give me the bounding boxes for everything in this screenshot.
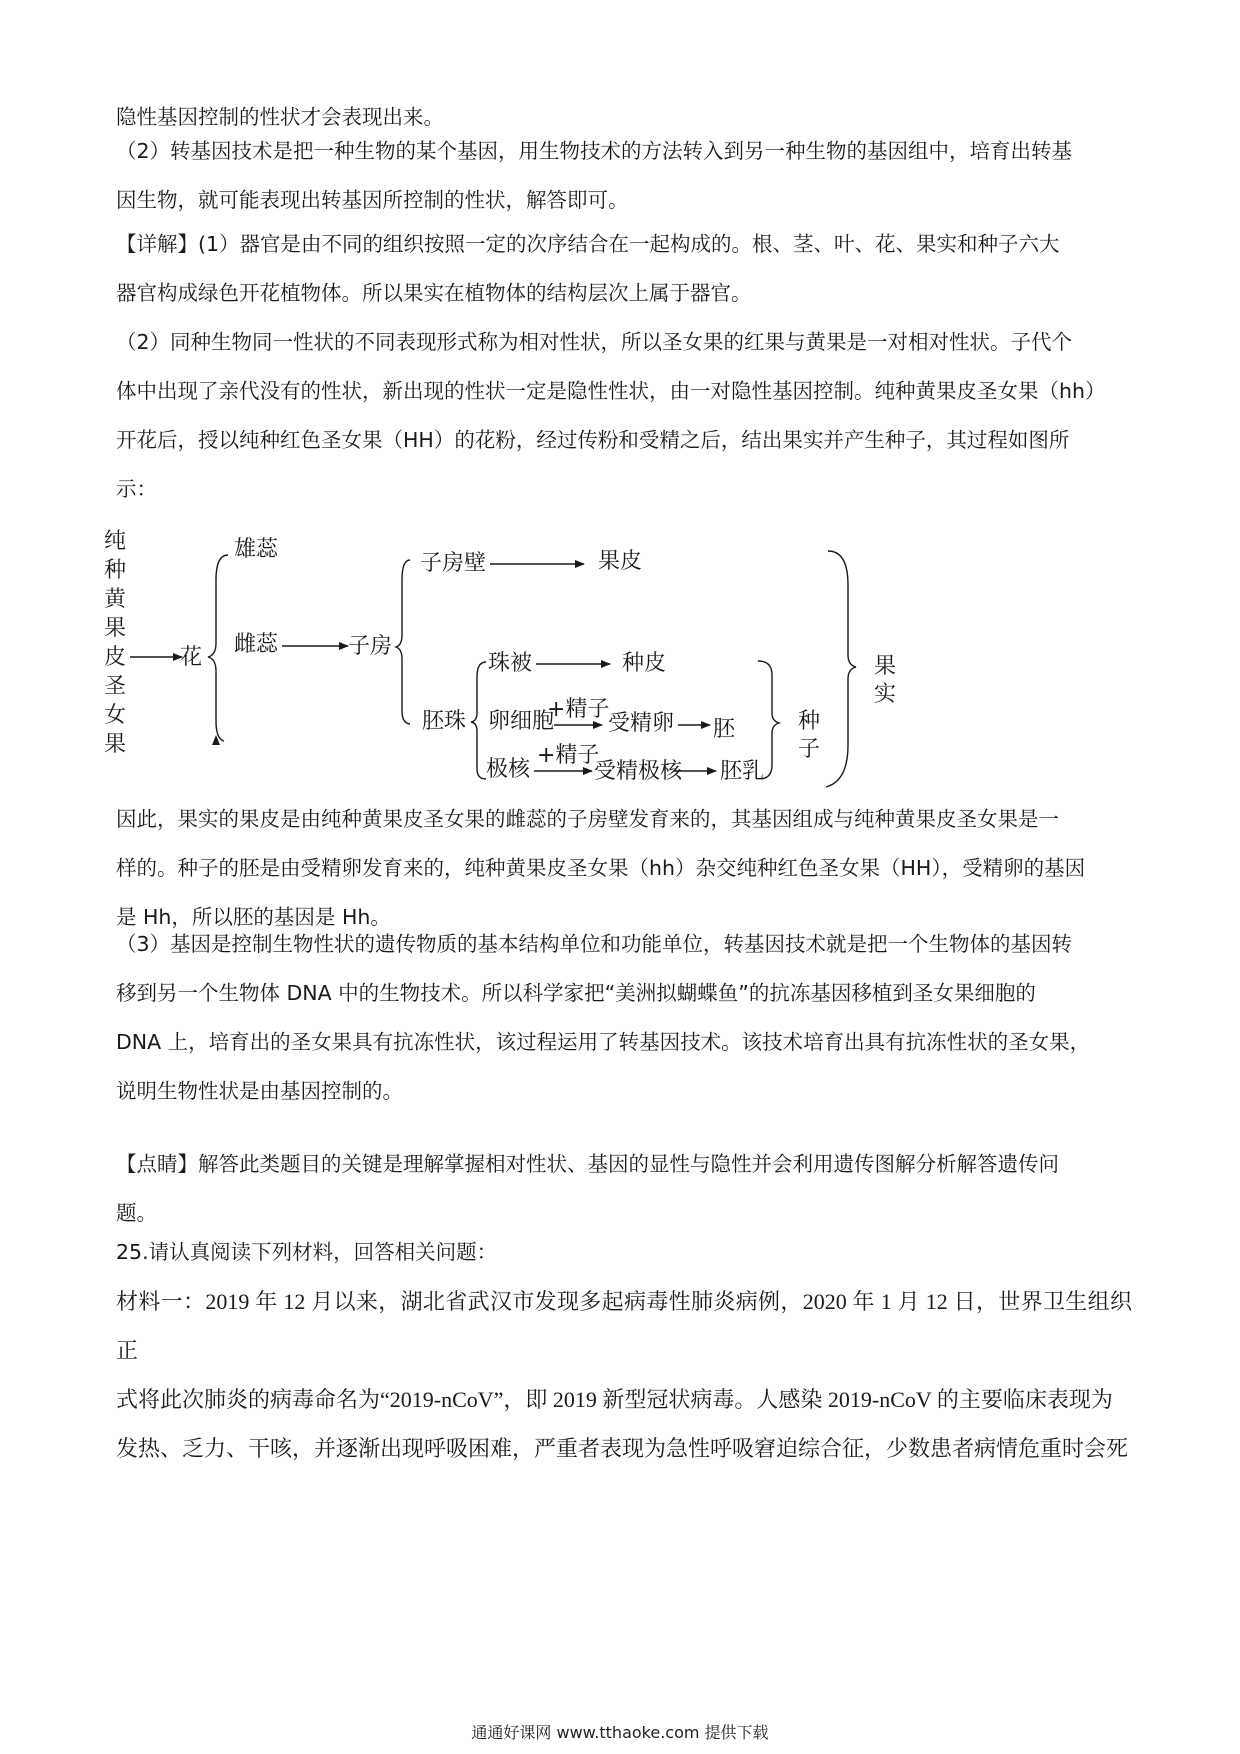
para-material-one: 材料一：2019 年 12 月以来，湖北省武汉市发现多起病毒性肺炎病例，2020 年 1 月 12 日，世界卫生组织正 式将此次肺炎的病毒命名为“2019-nCoV”，即 2019 新型冠状病毒。人感染 2019-nCoV 的主要临床表现为 发热、乏力、干咳，并逐渐出现呼吸困难，严重者表现为急性呼吸窘迫综合征，少数患者病情危重时会死: [116, 1289, 1132, 1461]
ovule-label: 胚珠: [422, 709, 467, 734]
embryo-label: 胚: [713, 717, 736, 742]
fruit-char: 实: [874, 682, 897, 707]
stamen-label: 雄蕊: [234, 537, 279, 562]
fertilized-egg-label: 受精卵: [608, 711, 675, 736]
ovary-bracket: [396, 560, 410, 724]
egg-cell-label: 卵细胞: [488, 709, 555, 734]
source-char: 种: [104, 558, 127, 583]
para-relative-traits: （2）同种生物同一性状的不同表现形式称为相对性状，所以圣女果的红果与黄果是一对相对性状。子代个 体中出现了亲代没有的性状，新出现的性状一定是隐性性状，由一对隐性基因控制。纯种黄果皮圣女果（hh） 开花后，授以纯种红色圣女果（HH）的花粉，经过传粉和受精之后，结出果实并产生种子，其过程如图所 示：: [116, 330, 1106, 501]
para-intro: 隐性基因控制的性状才会表现出来。: [116, 105, 444, 129]
plus-sperm-label: +精子: [537, 743, 600, 768]
source-char: 女: [104, 703, 127, 728]
source-char: 果: [104, 732, 127, 757]
para-detail: 【详解】(1）器官是由不同的组织按照一定的次序结合在一起构成的。根、茎、叶、花、果实和种子六大 器官构成绿色开花植物体。所以果实在植物体的结构层次上属于器官。: [116, 232, 1060, 305]
endosperm-label: 胚乳: [720, 759, 765, 784]
polar-nuclei-label: 极核: [486, 757, 531, 782]
source-char: 果: [104, 616, 127, 641]
plus-sperm-label: +精子: [547, 697, 610, 722]
ovule-bracket: [471, 662, 486, 779]
question-25: 25.请认真阅读下列材料，回答相关问题：: [116, 1240, 498, 1264]
para-therefore: 因此，果实的果皮是由纯种黄果皮圣女果的雌蕊的子房壁发育来的，其基因组成与纯种黄果皮圣女果是一 样的。种子的胚是由受精卵发育来的，纯种黄果皮圣女果（hh）杂交纯种红色圣女果（HH），受精卵的基因 是 Hh，所以胚的基因是 Hh。: [116, 807, 1086, 929]
seed-char: 子: [798, 737, 821, 762]
fertilized-polar-label: 受精极核: [594, 759, 683, 784]
ovary-label: 子房: [348, 634, 393, 659]
pericarp-label: 果皮: [598, 549, 643, 574]
seed-char: 种: [798, 709, 821, 734]
para-gene-transfer: （3）基因是控制生物性状的遗传物质的基本结构单位和功能单位，转基因技术就是把一个生物体的基因转 移到另一个生物体 DNA 中的生物技术。所以科学家把“美洲拟蝴蝶鱼”的抗冻基因移植到圣女果细胞的 DNA 上，培育出的圣女果具有抗冻性状，该过程运用了转基因技术。该技术培育出具有抗冻性状的圣女果， 说明生物性状是由基因控制的。: [116, 932, 1091, 1103]
page-footer: 通通好课网 www.tthaoke.com 提供下载: [471, 1723, 769, 1742]
para-transgenic-hint: （2）转基因技术是把一种生物的某个基因，用生物技术的方法转入到另一种生物的基因组中，培育出转基 因生物，就可能表现出转基因所控制的性状，解答即可。: [116, 139, 1073, 212]
source-plant-label: [104, 529, 127, 757]
integument-label: 珠被: [488, 651, 533, 676]
para-tip: 【点睛】解答此类题目的关键是理解掌握相对性状、基因的显性与隐性并会利用遗传图解分析解答遗传问 题。: [116, 1152, 1059, 1225]
fruit-bracket: [826, 551, 856, 787]
pistil-label: 雌蕊: [234, 632, 279, 657]
fruit-char: 果: [874, 654, 897, 679]
source-char: 皮: [104, 645, 127, 670]
flower-label: 花: [180, 645, 203, 670]
source-char: 黄: [104, 587, 127, 612]
seed-coat-label: 种皮: [622, 651, 667, 676]
source-char: 纯: [104, 529, 127, 554]
source-char: 圣: [104, 674, 127, 699]
ovary-wall-label: 子房壁: [420, 551, 487, 576]
flower-bracket: [208, 555, 228, 741]
